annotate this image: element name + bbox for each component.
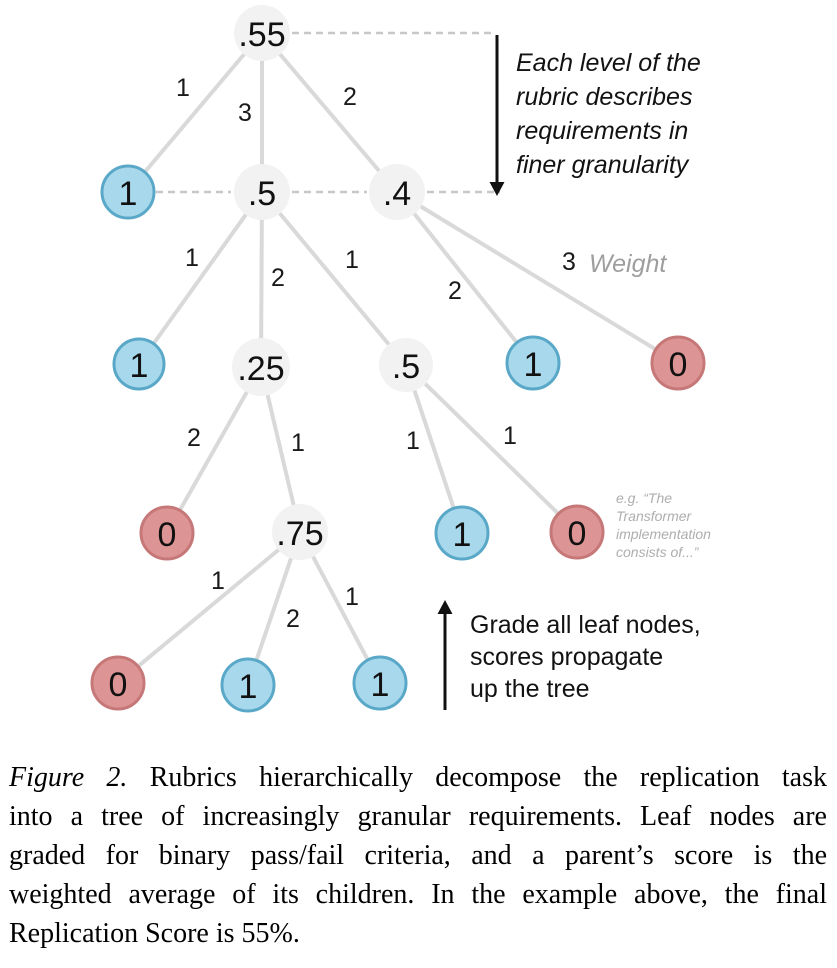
figure-caption	[9, 758, 827, 953]
edge-weight-label: 1	[503, 422, 517, 450]
edge-weight-label: 2	[448, 277, 462, 305]
granularity-arrow-down-head	[490, 182, 505, 196]
edge-weight-label: 1	[176, 74, 190, 102]
tree-node-value: .4	[382, 175, 412, 213]
tree-node-value: 1	[523, 346, 543, 384]
annotation-line: e.g. “The	[616, 490, 673, 506]
caption-line: graded for binary pass/fail criteria, and a parent’s score is the	[9, 840, 827, 871]
edge-weight-label: 2	[271, 264, 285, 292]
annotation-line: Each level of the	[516, 49, 701, 77]
tree-node-value: 1	[238, 668, 258, 706]
tree-node-value: .25	[237, 350, 285, 388]
tree-node-value: .5	[247, 175, 277, 213]
example-annotation	[616, 489, 711, 561]
annotation-line: consists of...”	[616, 544, 699, 560]
annotation-line: scores propagate	[470, 643, 664, 671]
tree-node-value: .75	[276, 515, 324, 553]
propagate-arrow-up-head	[438, 600, 453, 614]
edge-weight-label: 1	[185, 244, 199, 272]
caption-line	[9, 758, 827, 797]
tree-edge-l2b-l3a	[139, 192, 262, 364]
tree-node-value: 1	[452, 516, 472, 554]
tree-edge-l3c-l4d	[406, 365, 577, 532]
tree-node-value: 0	[157, 516, 177, 554]
caption-line: Replication Score is 55%.	[9, 918, 300, 949]
edge-weight-label: 1	[345, 583, 359, 611]
annotation-line: up the tree	[470, 675, 590, 703]
caption-line: weighted average of its children. In the example above, the final	[9, 879, 827, 910]
figure-number: Figure 2.	[9, 762, 128, 793]
caption-text: Rubrics hierarchically decompose the replication task	[149, 762, 827, 793]
edge-weight-label: 1	[291, 429, 305, 457]
weight-label: Weight	[589, 250, 667, 278]
tree-node-value: .55	[238, 16, 286, 54]
tree-node-value: 0	[567, 515, 587, 553]
grade-annotation	[470, 609, 701, 705]
caption-line: into a tree of increasingly granular requirements. Leaf nodes are	[9, 801, 827, 832]
tree-node-value: .5	[391, 348, 421, 386]
edge-weight-label: 2	[343, 83, 357, 111]
tree-node-value: 1	[370, 666, 390, 704]
edge-weight-label: 3	[238, 99, 252, 127]
annotation-line: finer granularity	[516, 151, 689, 179]
edge-weight-label: 1	[406, 427, 420, 455]
annotation-line: rubric describes	[516, 83, 693, 111]
tree-node-value: 1	[118, 175, 138, 213]
tree-node-value: 1	[129, 347, 149, 385]
edge-weight-label: 2	[187, 424, 201, 452]
annotation-line: requirements in	[516, 117, 689, 145]
edge-weight-label: 2	[286, 605, 300, 633]
edge-weight-label: 1	[211, 567, 225, 595]
tree-node-value: 0	[108, 666, 128, 704]
tree-node-value: 0	[668, 346, 688, 384]
annotation-line: implementation	[616, 526, 711, 542]
granularity-annotation	[516, 46, 701, 182]
annotation-line: Grade all leaf nodes,	[470, 611, 701, 639]
annotation-line: Transformer	[616, 508, 692, 524]
edge-weight-label: 3	[562, 248, 576, 276]
edge-weight-label: 1	[345, 246, 359, 274]
tree-edge-l2c-l3d	[397, 192, 533, 363]
tree-edge-root-l2c	[262, 33, 397, 192]
